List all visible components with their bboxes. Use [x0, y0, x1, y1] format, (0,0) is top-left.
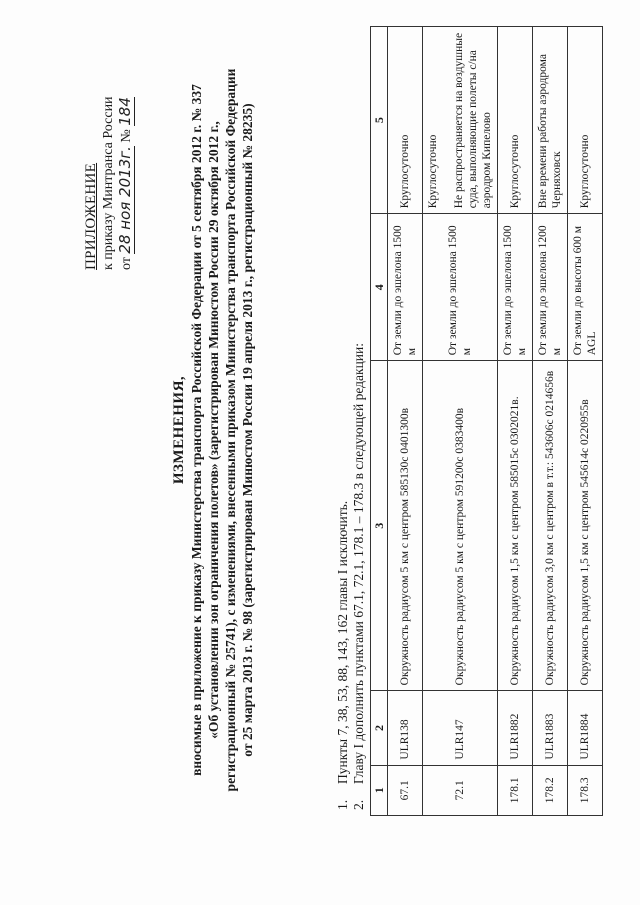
altitude-cell: От земли до эшелона 1500 м	[498, 214, 533, 361]
table-header-cell: 4	[371, 214, 388, 361]
heading-line: «Об установлении зон ограничения полетов» (зарегистрирован Минюстом России 29 октября 2012 г.,	[206, 121, 221, 739]
heading-title: ИЗМЕНЕНИЯ,	[171, 375, 187, 485]
list-item	[335, 343, 351, 810]
zone-boundary-cell: Окружность радиусом 5 км с центром 585130с 0401300в	[388, 361, 423, 691]
row-number-cell: 178.3	[568, 765, 603, 815]
zone-code-cell: ULR138	[388, 691, 423, 765]
heading-line: вносимые в приложение к приказу Министерства транспорта Российской Федерации от 5 сентября 2012 г. № 337	[189, 84, 204, 776]
numbered-list	[335, 343, 367, 810]
schedule-cell	[568, 27, 603, 214]
document-heading	[171, 20, 256, 840]
number-prefix: №	[119, 129, 134, 143]
list-item-text: Пункты 7, 38, 53, 88, 143, 162 главы I исключить.	[335, 500, 350, 784]
altitude-cell: От земли до эшелона 1200 м	[533, 214, 568, 361]
table-header-cell: 1	[371, 765, 388, 815]
zone-code-cell: ULR1883	[533, 691, 568, 765]
row-number-cell: 178.2	[533, 765, 568, 815]
schedule-text: Круглосуточно	[427, 134, 439, 209]
altitude-cell: От земли до эшелона 1500 м	[423, 214, 498, 361]
appendix-block	[83, 60, 135, 270]
zone-code-cell: ULR1884	[568, 691, 603, 765]
zones-table	[370, 26, 603, 816]
zone-boundary-cell: Окружность радиусом 1,5 км с центром 585015с 0302021в.	[498, 361, 533, 691]
table-row	[498, 27, 533, 816]
list-item-text: Главу I дополнить пунктами 67.1, 72.1, 178.1 – 178.3 в следующей редакции:	[351, 342, 366, 784]
rotated-content	[83, 20, 598, 840]
heading-line: регистрационный № 25741), с изменениями, внесенными приказом Министерства транспорта Российской Федерации	[223, 68, 238, 792]
handwritten-number: 184	[116, 97, 134, 126]
schedule-cell	[388, 27, 423, 214]
appendix-date-line	[117, 60, 135, 270]
zone-code-cell: ULR1882	[498, 691, 533, 765]
list-item-number: 1.	[335, 799, 350, 810]
row-number-cell: 67.1	[388, 765, 423, 815]
table-row	[388, 27, 423, 816]
schedule-text: Круглосуточно	[399, 134, 411, 209]
altitude-cell: От земли до высоты 600 м AGL	[568, 214, 603, 361]
schedule-note: Не распространяется на воздушные суда, выполняющие полеты с/на аэродром Кипелово	[453, 32, 493, 209]
list-item	[351, 343, 367, 810]
schedule-cell	[498, 27, 533, 214]
zone-boundary-cell: Окружность радиусом 5 км с центром 591200с 0383400в	[423, 361, 498, 691]
appendix-title: ПРИЛОЖЕНИЕ	[83, 162, 99, 270]
zone-code-cell: ULR147	[423, 691, 498, 765]
schedule-cell	[423, 27, 498, 214]
altitude-cell: От земли до эшелона 1500 м	[388, 214, 423, 361]
row-number-cell: 178.1	[498, 765, 533, 815]
heading-line: от 25 марта 2013 г. № 98 (зарегистрирован Минюстом России 19 апреля 2013 г., регистрационный № 28235)	[240, 103, 255, 757]
zone-boundary-cell: Окружность радиусом 1,5 км с центром 545614с 0220955в	[568, 361, 603, 691]
table-row	[533, 27, 568, 816]
handwritten-date: 28 ноя 2013г.	[116, 146, 134, 254]
table-header-cell: 2	[371, 691, 388, 765]
row-number-cell: 72.1	[423, 765, 498, 815]
schedule-cell	[533, 27, 568, 214]
zone-boundary-cell: Окружность радиусом 3,0 км с центром в т.т.: 543606с 0214656в	[533, 361, 568, 691]
table-header-cell: 3	[371, 361, 388, 691]
table-header-cell: 5	[371, 27, 388, 214]
table-row	[568, 27, 603, 816]
schedule-text: Круглосуточно	[509, 134, 521, 209]
table-header-row	[371, 27, 388, 816]
schedule-text: Вне времени работы аэродрома Черняховск	[537, 54, 563, 209]
schedule-text: Круглосуточно	[579, 134, 591, 209]
table-row	[423, 27, 498, 816]
appendix-order-line: к приказу Минтранса России	[101, 96, 116, 270]
date-prefix: от	[119, 257, 134, 270]
list-item-number: 2.	[351, 799, 366, 810]
